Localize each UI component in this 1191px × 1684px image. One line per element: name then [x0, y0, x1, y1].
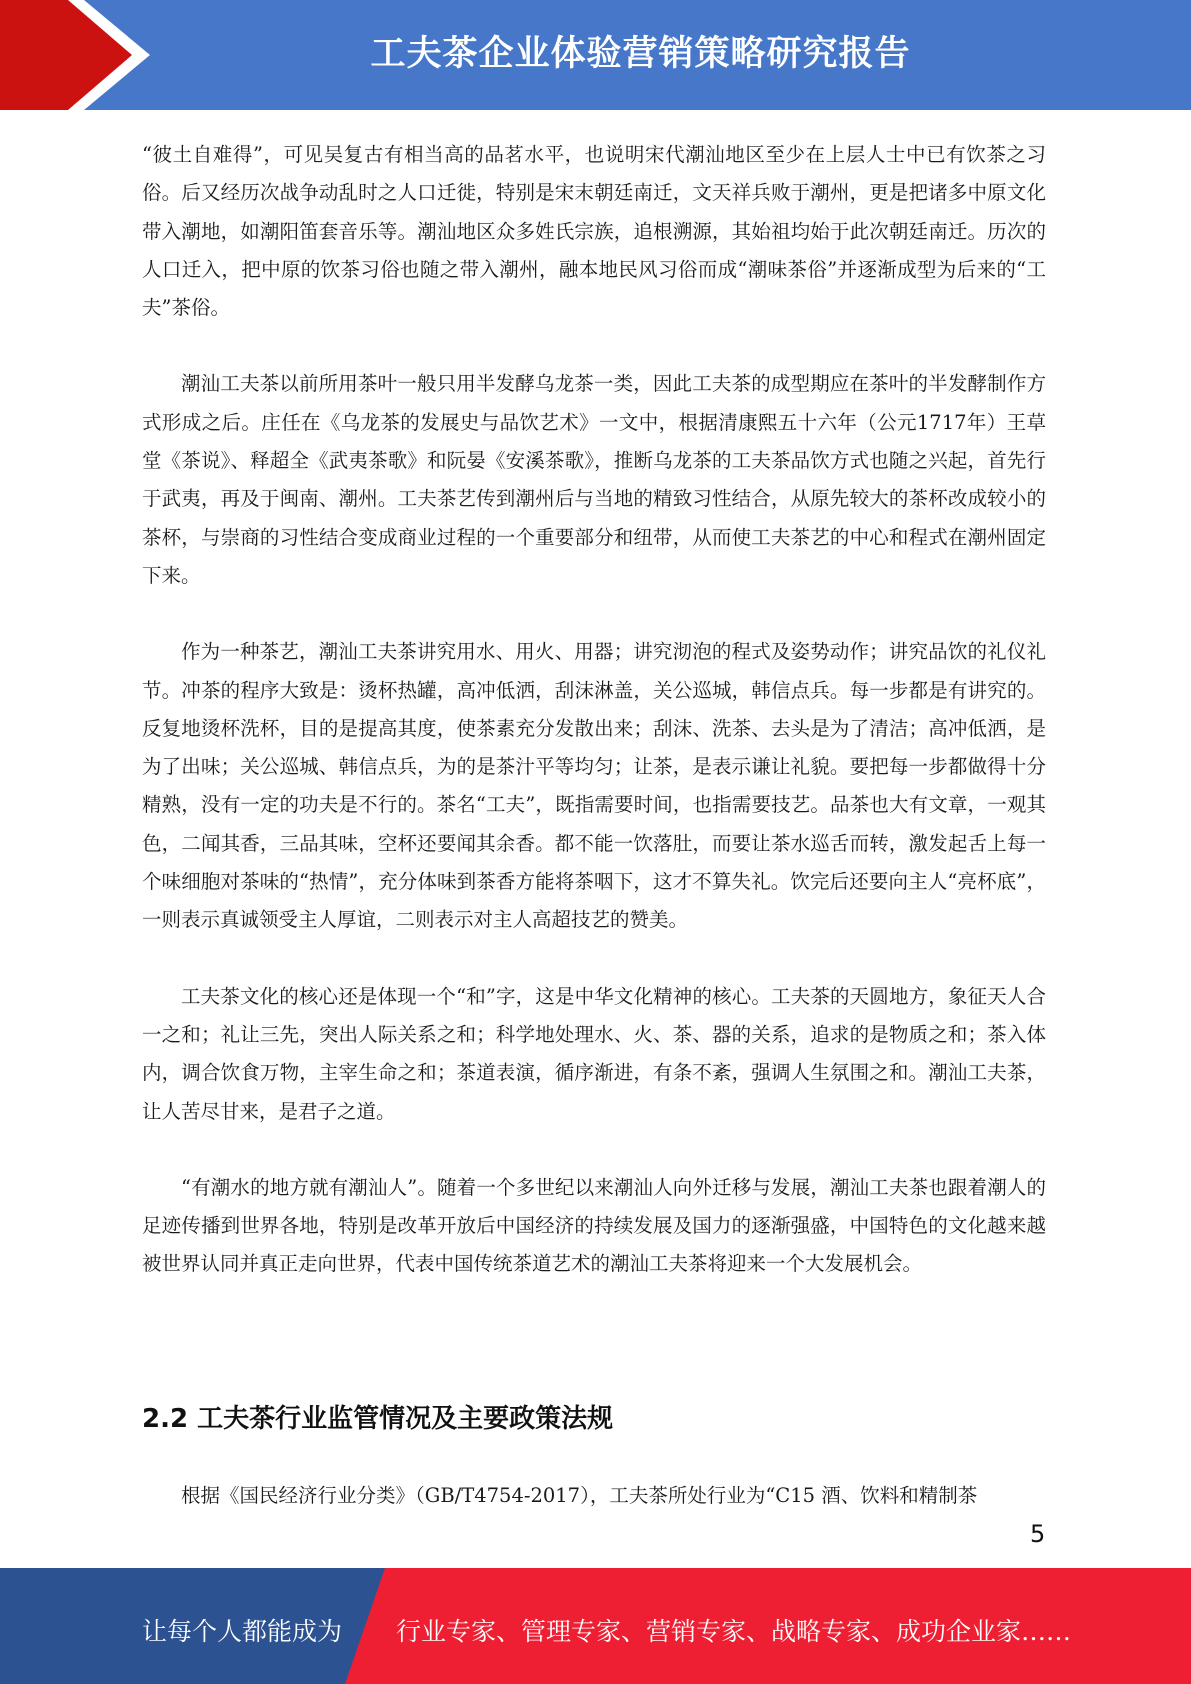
paragraph-2: 潮汕工夫茶以前所用茶叶一般只用半发酵乌龙茶一类，因此工夫茶的成型期应在茶叶的半发酵制作方式形成之后。庄任在《乌龙茶的发展史与品饮艺术》一文中，根据清康熙五十六年（公元1717年）王草堂《茶说》、释超全《武夷茶歌》和阮晏《安溪茶歌》，推断乌龙茶的工夫茶品饮方式也随之兴起，首先行于武夷，再及于闽南、潮州。工夫茶艺传到潮州后与当地的精致习性结合，从原先较大的茶杯改成较小的茶杯，与崇商的习性结合变成商业过程的一个重要部分和纽带，从而使工夫茶艺的中心和程式在潮州固定下来。 — [142, 372, 1046, 587]
footer-slogan-left: 让每个人都能成为 — [142, 1617, 343, 1646]
page-footer — [0, 1568, 1191, 1684]
report-title: 工夫茶企业体验营销策略研究报告 — [370, 34, 911, 74]
section-heading: 2.2 工夫茶行业监管情况及主要政策法规 — [142, 1404, 614, 1434]
body-text — [142, 136, 1046, 1284]
footer-slogan-right: 行业专家、管理专家、营销专家、战略专家、成功企业家…… — [396, 1617, 1072, 1646]
paragraph-5: “有潮水的地方就有潮汕人”。随着一个多世纪以来潮汕人向外迁移与发展，潮汕工夫茶也跟着潮人的足迹传播到世界各地，特别是改革开放后中国经济的持续发展及国力的逐渐强盛，中国特色的文化越来越被世界认同并真正走向世界，代表中国传统茶道艺术的潮汕工夫茶将迎来一个大发展机会。 — [142, 1175, 1046, 1276]
paragraph-4: 工夫茶文化的核心还是体现一个“和”字，这是中华文化精神的核心。工夫茶的天圆地方，象征天人合一之和；礼让三先，突出人际关系之和；科学地处理水、火、茶、器的关系，追求的是物质之和；茶入体内，调合饮食万物，主宰生命之和；茶道表演，循序渐进，有条不紊，强调人生氛围之和。潮汕工夫茶，让人苦尽甘来，是君子之道。 — [142, 984, 1046, 1123]
paragraph-1: “彼土自难得”，可见吴复古有相当高的品茗水平，也说明宋代潮汕地区至少在上层人士中已有饮茶之习俗。后又经历次战争动乱时之人口迁徙，特别是宋末朝廷南迁，文天祥兵败于潮州，更是把诸多中原文化带入潮地，如潮阳笛套音乐等。潮汕地区众多姓氏宗族，追根溯源，其始祖均始于此次朝廷南迁。历次的人口迁入，把中原的饮茶习俗也随之带入潮州，融本地民风习俗而成“潮味茶俗”并逐渐成型为后来的“工夫”茶俗。 — [142, 143, 1046, 320]
page-header — [0, 0, 1191, 110]
paragraph-3: 作为一种茶艺，潮汕工夫茶讲究用水、用火、用器；讲究沏泡的程式及姿势动作；讲究品饮的礼仪礼节。冲茶的程序大致是：烫杯热罐，高冲低洒，刮沫淋盖，关公巡城，韩信点兵。每一步都是有讲究的。反复地烫杯洗杯，目的是提高其度，使茶素充分发散出来；刮沫、洗茶、去头是为了清洁；高冲低洒，是为了出味；关公巡城、韩信点兵，为的是茶汁平等均匀；让茶，是表示谦让礼貌。要把每一步都做得十分精熟，没有一定的功夫是不行的。茶名“工夫”，既指需要时间，也指需要技艺。品茶也大有文章，一观其色，二闻其香，三品其味，空杯还要闻其余香。都不能一饮落肚，而要让茶水巡舌而转，激发起舌上每一个味细胞对茶味的“热情”，充分体味到茶香方能将茶咽下，这才不算失礼。饮完后还要向主人“亮杯底”，一则表示真诚领受主人厚谊，二则表示对主人高超技艺的赞美。 — [142, 640, 1046, 932]
section-first-paragraph: 根据《国民经济行业分类》（GB/T4754-2017），工夫茶所处行业为“C15 酒、饮料和精制茶 — [181, 1484, 978, 1507]
page-number: 5 — [1030, 1520, 1046, 1548]
